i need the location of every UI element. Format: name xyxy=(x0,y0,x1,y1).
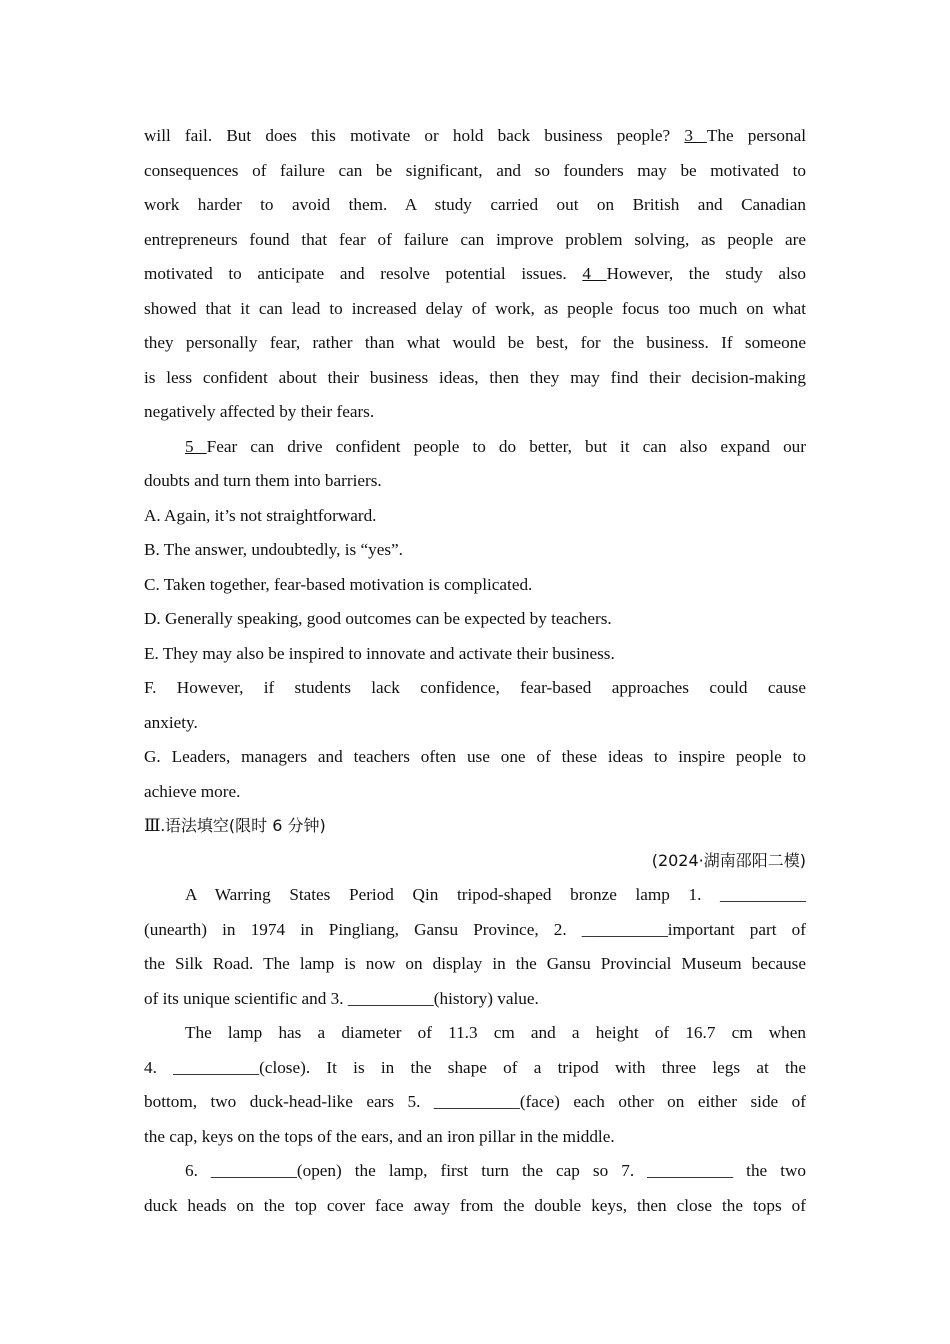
option-f-cont: anxiety. xyxy=(144,712,198,732)
grammar-line: bottom, two duck-head-like ears 5. __________(face) each other on either side of xyxy=(144,1092,806,1111)
blank-3: 3 xyxy=(684,126,707,145)
option-c: C. Taken together, fear-based motivation is complicated. xyxy=(144,574,533,594)
grammar-line: 6. __________(open) the lamp, first turn the cap so 7. __________ the two xyxy=(185,1161,806,1180)
option-g: G. Leaders, managers and teachers often use one of these ideas to inspire people to xyxy=(144,747,806,766)
option-e: E. They may also be inspired to innovate and activate their business. xyxy=(144,643,615,663)
grammar-line: the cap, keys on the tops of the ears, and an iron pillar in the middle. xyxy=(144,1126,615,1146)
passage-line: motivated to anticipate and resolve potential issues. 4 However, the study also xyxy=(144,264,807,283)
blank-4: 4 xyxy=(582,264,607,283)
grammar-line: (unearth) in 1974 in Pingliang, Gansu Province, 2. __________important part of xyxy=(144,919,806,939)
section-heading: Ⅲ.语法填空(限时 6 分钟) xyxy=(144,816,326,835)
document-page xyxy=(144,119,806,1223)
grammar-line: 4. __________(close). It is in the shape of a tripod with three legs at the xyxy=(144,1057,806,1077)
passage-line: negatively affected by their fears. xyxy=(144,402,375,421)
passage-line: consequences of failure can be significant, and so founders may be motivated to xyxy=(144,160,806,180)
source-note: (2024·湖南邵阳二模) xyxy=(651,850,806,870)
blank-5: 5 xyxy=(185,436,207,456)
passage-line: entrepreneurs found that fear of failure can improve problem solving, as people are xyxy=(144,229,806,249)
passage-line: showed that it can lead to increased delay of work, as people focus too much on what xyxy=(144,298,806,318)
passage-line: will fail. But does this motivate or hold back business people? 3 The personal xyxy=(144,126,806,145)
option-b: B. The answer, undoubtedly, is “yes”. xyxy=(144,540,403,559)
passage-line: 5 Fear can drive confident people to do better, but it can also expand our xyxy=(185,436,806,456)
option-g-cont: achieve more. xyxy=(144,781,241,801)
option-d: D. Generally speaking, good outcomes can be expected by teachers. xyxy=(144,609,612,628)
option-f: F. However, if students lack confidence, fear-based approaches could cause xyxy=(144,678,806,697)
option-a: A. Again, it’s not straightforward. xyxy=(144,505,377,525)
passage-line: is less confident about their business ideas, then they may find their decision-making xyxy=(144,367,806,387)
grammar-line: the Silk Road. The lamp is now on display in the Gansu Provincial Museum because xyxy=(144,954,806,973)
grammar-line: A Warring States Period Qin tripod-shaped bronze lamp 1. __________ xyxy=(185,885,806,904)
passage-line: doubts and turn them into barriers. xyxy=(144,471,382,490)
grammar-line: of its unique scientific and 3. __________(history) value. xyxy=(144,988,539,1008)
grammar-line: The lamp has a diameter of 11.3 cm and a height of 16.7 cm when xyxy=(185,1023,806,1042)
grammar-line: duck heads on the top cover face away from the double keys, then close the tops of xyxy=(144,1195,806,1215)
passage-line: work harder to avoid them. A study carried out on British and Canadian xyxy=(144,195,806,214)
passage-line: they personally fear, rather than what would be best, for the business. If someone xyxy=(144,333,806,352)
